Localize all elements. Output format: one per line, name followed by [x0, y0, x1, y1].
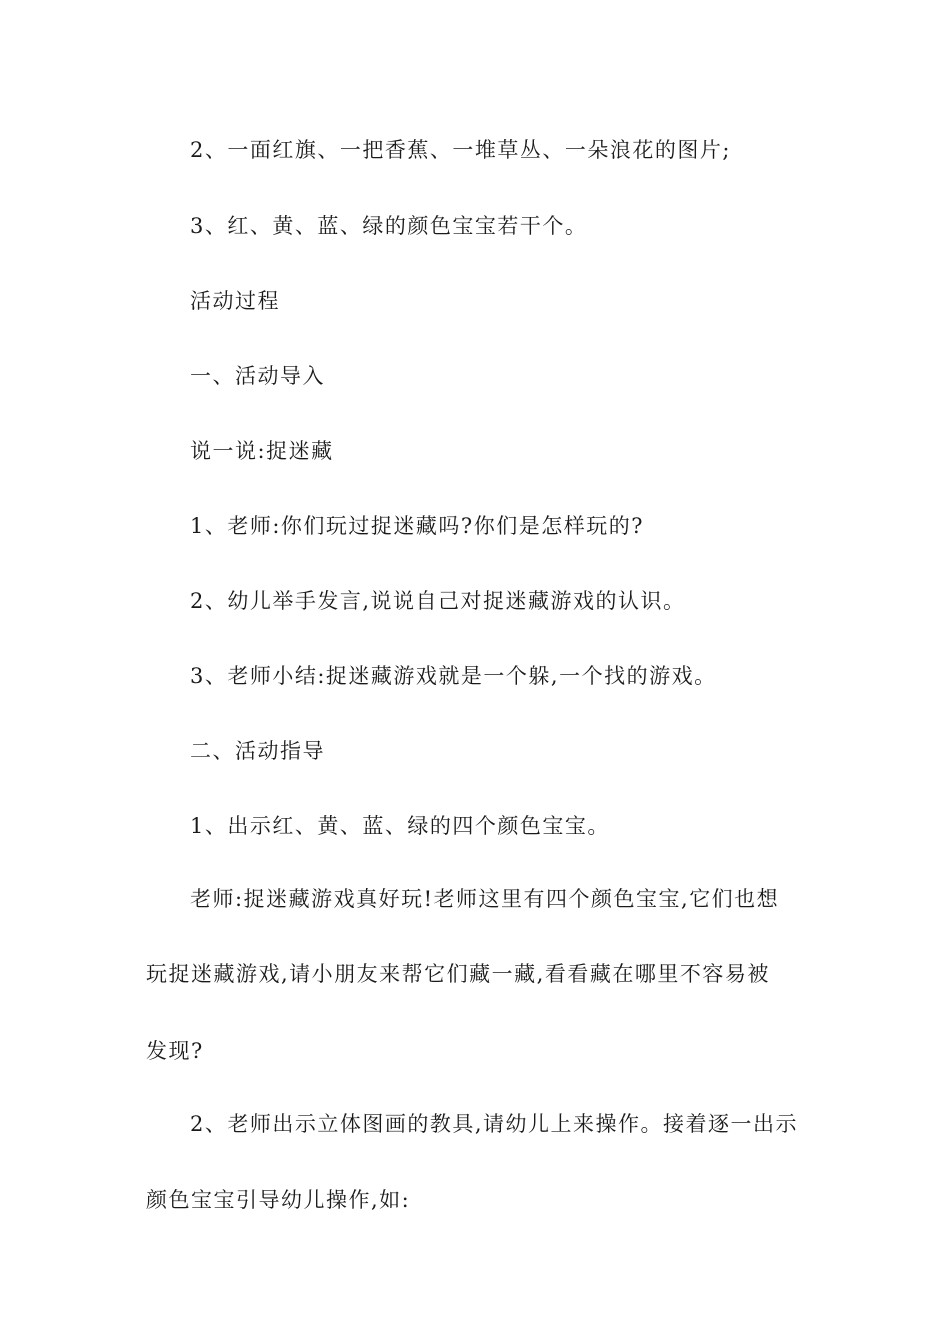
section-heading-activity-guidance: 二、活动指导: [190, 739, 325, 763]
material-item-3: 3、红、黄、蓝、绿的颜色宝宝若干个。: [190, 214, 588, 238]
section-heading-activity-intro: 一、活动导入: [190, 364, 325, 388]
paragraph-intro-step-1: 1、老师:你们玩过捉迷藏吗?你们是怎样玩的?: [190, 514, 644, 538]
section-heading-activity-process: 活动过程: [190, 289, 280, 313]
subheading-hide-and-seek: 说一说:捉迷藏: [190, 439, 334, 463]
paragraph-teacher-quote-line-2: 玩捉迷藏游戏,请小朋友来帮它们藏一藏,看看藏在哪里不容易被: [146, 962, 770, 986]
paragraph-teacher-quote-line-1: 老师:捉迷藏游戏真好玩!老师这里有四个颜色宝宝,它们也想: [190, 887, 780, 911]
paragraph-guidance-step-2-line-2: 颜色宝宝引导幼儿操作,如:: [146, 1188, 411, 1212]
paragraph-guidance-step-1: 1、出示红、黄、蓝、绿的四个颜色宝宝。: [190, 814, 610, 838]
paragraph-intro-step-2: 2、幼儿举手发言,说说自己对捉迷藏游戏的认识。: [190, 589, 686, 613]
paragraph-teacher-quote-line-3: 发现?: [146, 1039, 204, 1063]
material-item-2: 2、一面红旗、一把香蕉、一堆草丛、一朵浪花的图片;: [190, 138, 731, 162]
paragraph-intro-step-3: 3、老师小结:捉迷藏游戏就是一个躲,一个找的游戏。: [190, 664, 717, 688]
paragraph-guidance-step-2-line-1: 2、老师出示立体图画的教具,请幼儿上来操作。接着逐一出示: [190, 1112, 799, 1136]
